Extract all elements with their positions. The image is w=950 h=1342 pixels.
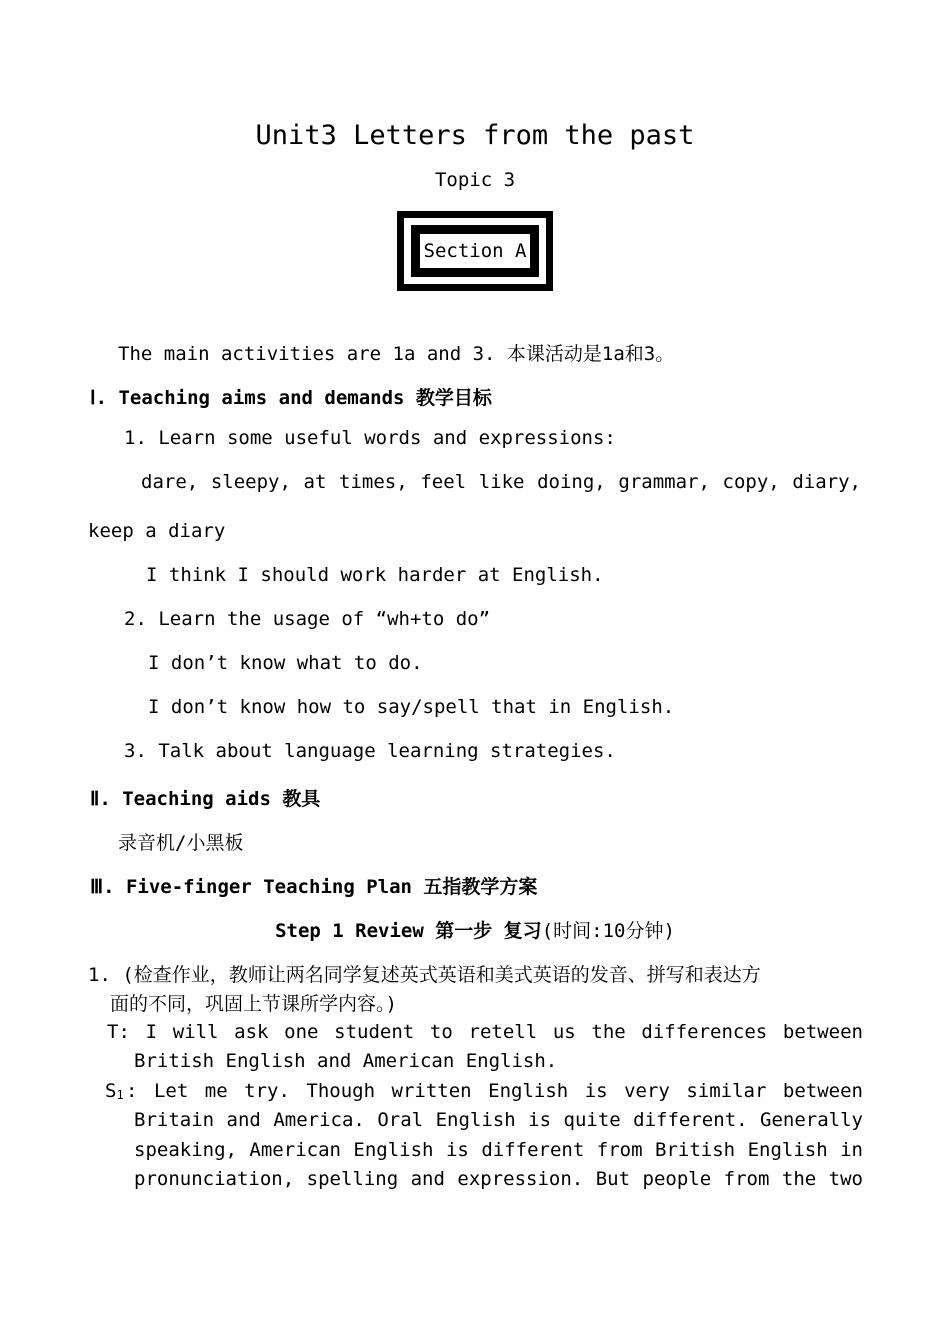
example-sentence-2: I don’t know what to do. [148,652,423,674]
vocabulary-line-2: keep a diary [88,520,226,542]
example-sentence-3: I don’t know how to say/spell that in English. [148,696,675,718]
document-title: Unit3 Letters from the past [255,120,695,151]
dialogue-student-line-4: pronunciation, spelling and expression. But people from the two [134,1168,863,1190]
section-heading-aids: Ⅱ. Teaching aids 教具 [90,788,321,810]
speaker-subscript: 1 [116,1088,124,1102]
vocabulary-line-1: dare, sleepy, at times, feel like doing, grammar, copy, diary, [141,471,861,493]
dialogue-student-line-3: speaking, American English is different from British English in [134,1139,863,1161]
teacher-note-line-1: 1. (检查作业，教师让两名同学复述英式英语和美式英语的发音、拼写和表达方 [88,964,761,986]
topic-label: Topic 3 [434,169,516,191]
aim-item-3: 3. Talk about language learning strategies. [124,740,616,762]
step-title: Step 1 Review 第一步 复习 [275,920,542,942]
section-heading-aims: Ⅰ. Teaching aims and demands 教学目标 [90,387,492,409]
aim-item-1: 1. Learn some useful words and expressions: [124,427,616,449]
intro-text: The main activities are 1a and 3. 本课活动是1a和3。 [118,343,675,365]
dialogue-teacher-line-1: T: I will ask one student to retell us the differences between [107,1021,863,1043]
dialogue-teacher-line-2: British English and American English. [134,1050,558,1072]
dialogue-student-line-2: Britain and America. Oral English is quite different. Generally [134,1109,863,1131]
speaker-label-s1 [105,1080,124,1102]
step-duration: (时间:10分钟) [541,920,675,942]
teaching-aids-text: 录音机/小黑板 [118,832,244,854]
section-label: Section A [418,232,532,270]
step-heading [0,916,950,943]
example-sentence-1: I think I should work harder at English. [146,564,604,586]
section-heading-plan: Ⅲ. Five-finger Teaching Plan 五指教学方案 [90,876,538,898]
dialogue-student-line-1: : Let me try. Though written English is very similar between [126,1080,863,1102]
speaker-letter: S [105,1080,117,1102]
aim-item-2: 2. Learn the usage of “wh+to do” [124,608,491,630]
teacher-note-line-2: 面的不同，巩固上节课所学内容。) [110,993,397,1015]
